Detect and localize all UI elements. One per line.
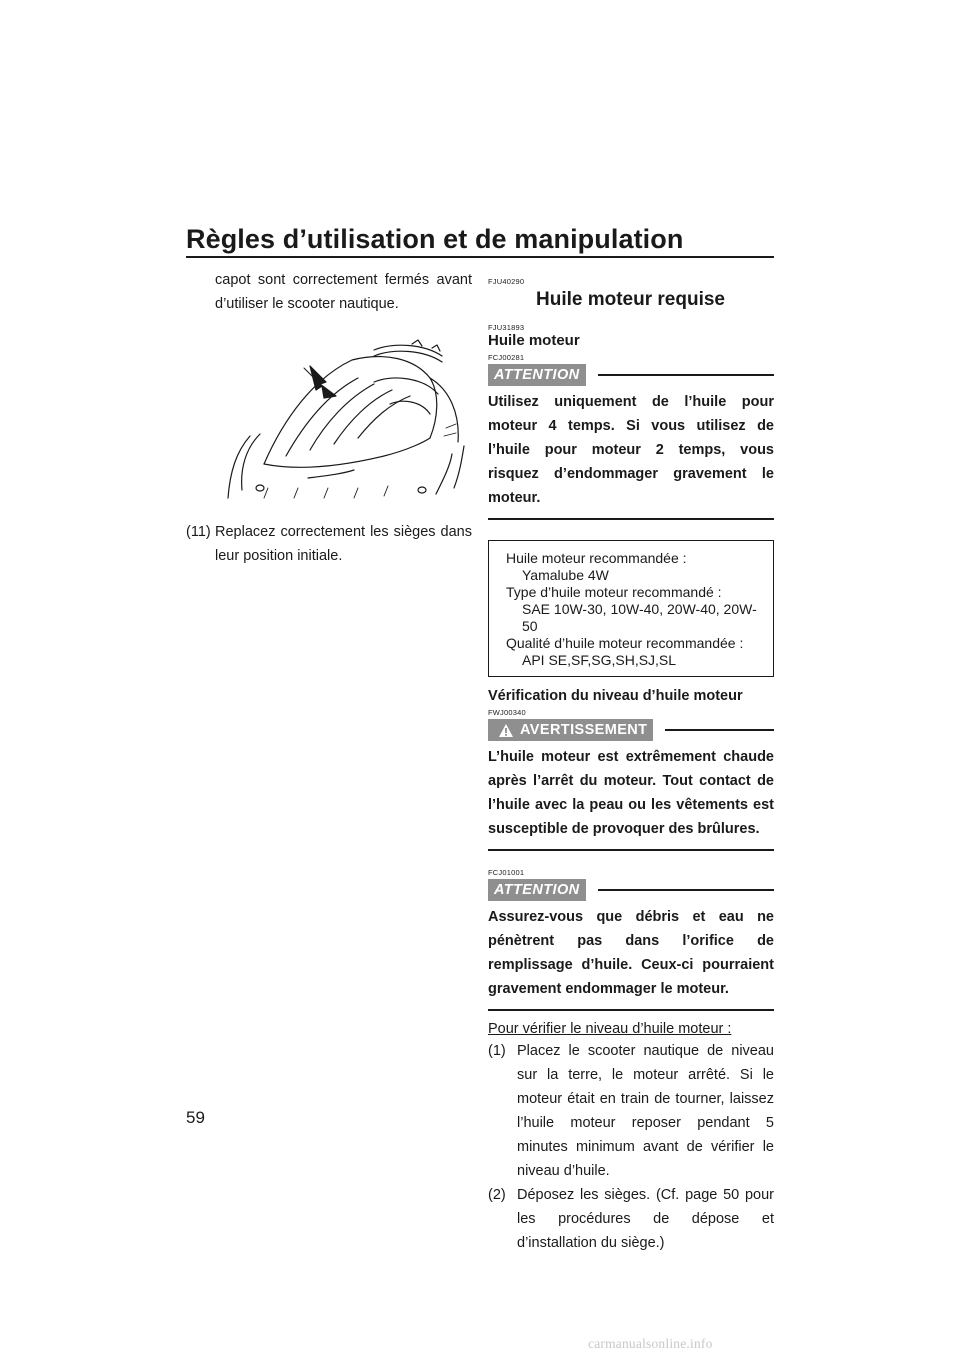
step-11	[186, 520, 472, 568]
step-1	[488, 1039, 774, 1183]
right-column	[488, 278, 774, 1255]
step-number: (2)	[488, 1187, 506, 1203]
step-number: (1)	[488, 1043, 506, 1059]
header-rule	[186, 256, 774, 258]
page-number: 59	[186, 1108, 205, 1127]
attention-text: Assurez-vous que débris et eau ne pénètrent pas dans l’orifice de remplissage d’huile. Ceux-ci pourraient gravement endommager le moteur.	[488, 909, 774, 997]
intro-paragraph: capot sont correctement fermés avant d’utiliser le scooter nautique.	[215, 272, 472, 312]
reference-code: FCJ01001	[488, 868, 525, 877]
notice-rule	[598, 374, 775, 376]
check-heading: Vérification du niveau d’huile moteur	[488, 688, 743, 704]
watermark: carmanualsonline.info	[588, 1336, 713, 1351]
page-title: Règles d’utilisation et de manipulation	[186, 224, 684, 254]
attention-label: ATTENTION	[488, 364, 586, 386]
step-2	[488, 1183, 774, 1255]
spec-label: Huile moteur recommandée :	[506, 550, 687, 566]
oil-spec-box	[488, 540, 774, 677]
attention-text: Utilisez uniquement de l’huile pour moteur 4 temps. Si vous utilisez de l’huile pour moteur 2 temps, vous risquez d’endommager gravement le moteur.	[488, 394, 774, 506]
warning-label	[488, 719, 653, 741]
step-text: Déposez les sièges. (Cf. page 50 pour les procédures de dépose et d’installation du siège.)	[517, 1187, 774, 1251]
attention-label: ATTENTION	[488, 879, 586, 901]
warning-label-text: AVERTISSEMENT	[520, 722, 648, 738]
left-column	[186, 268, 472, 316]
step-text: Placez le scooter nautique de niveau sur la terre, le moteur arrêté. Si le moteur était en train de tourner, laissez l’huile moteur reposer pendant 5 minutes minimum avant de vérifier le niveau d’huile.	[517, 1043, 774, 1179]
notice-end-rule	[488, 518, 774, 520]
notice-rule	[598, 889, 775, 891]
attention-banner	[488, 879, 774, 901]
spec-value: API SE,SF,SG,SH,SJ,SL	[522, 652, 677, 668]
reference-code: FJU40290	[488, 277, 525, 286]
spec-value: SAE 10W-30, 10W-40, 20W-40, 20W-	[522, 601, 757, 617]
warning-triangle-icon	[498, 723, 514, 738]
left-step-11	[186, 520, 472, 568]
notice-end-rule	[488, 849, 774, 851]
notice-end-rule	[488, 1009, 774, 1011]
spec-label: Type d’huile moteur recommandé :	[506, 584, 722, 600]
attention-banner	[488, 364, 774, 386]
step-number: (11)	[186, 524, 211, 540]
spec-value: Yamalube 4W	[522, 567, 609, 583]
procedure-heading: Pour vérifier le niveau d’huile moteur :	[488, 1021, 732, 1037]
reference-code: FWJ00340	[488, 708, 526, 717]
step-text: Replacez correctement les sièges dans leur position initiale.	[215, 524, 472, 564]
watercraft-seat-illustration	[224, 338, 466, 500]
subsection-title: Huile moteur	[488, 332, 580, 349]
warning-banner	[488, 719, 774, 741]
notice-rule	[665, 729, 774, 731]
spec-label: Qualité d’huile moteur recommandée :	[506, 635, 744, 651]
section-title: Huile moteur requise	[536, 289, 725, 310]
reference-code: FJU31893	[488, 323, 525, 332]
spec-value: 50	[522, 618, 538, 634]
reference-code: FCJ00281	[488, 353, 525, 362]
warning-text: L’huile moteur est extrêmement chaude après l’arrêt du moteur. Tout contact de l’huile avec la peau ou les vêtements est susceptible de provoquer des brûlures.	[488, 749, 774, 837]
